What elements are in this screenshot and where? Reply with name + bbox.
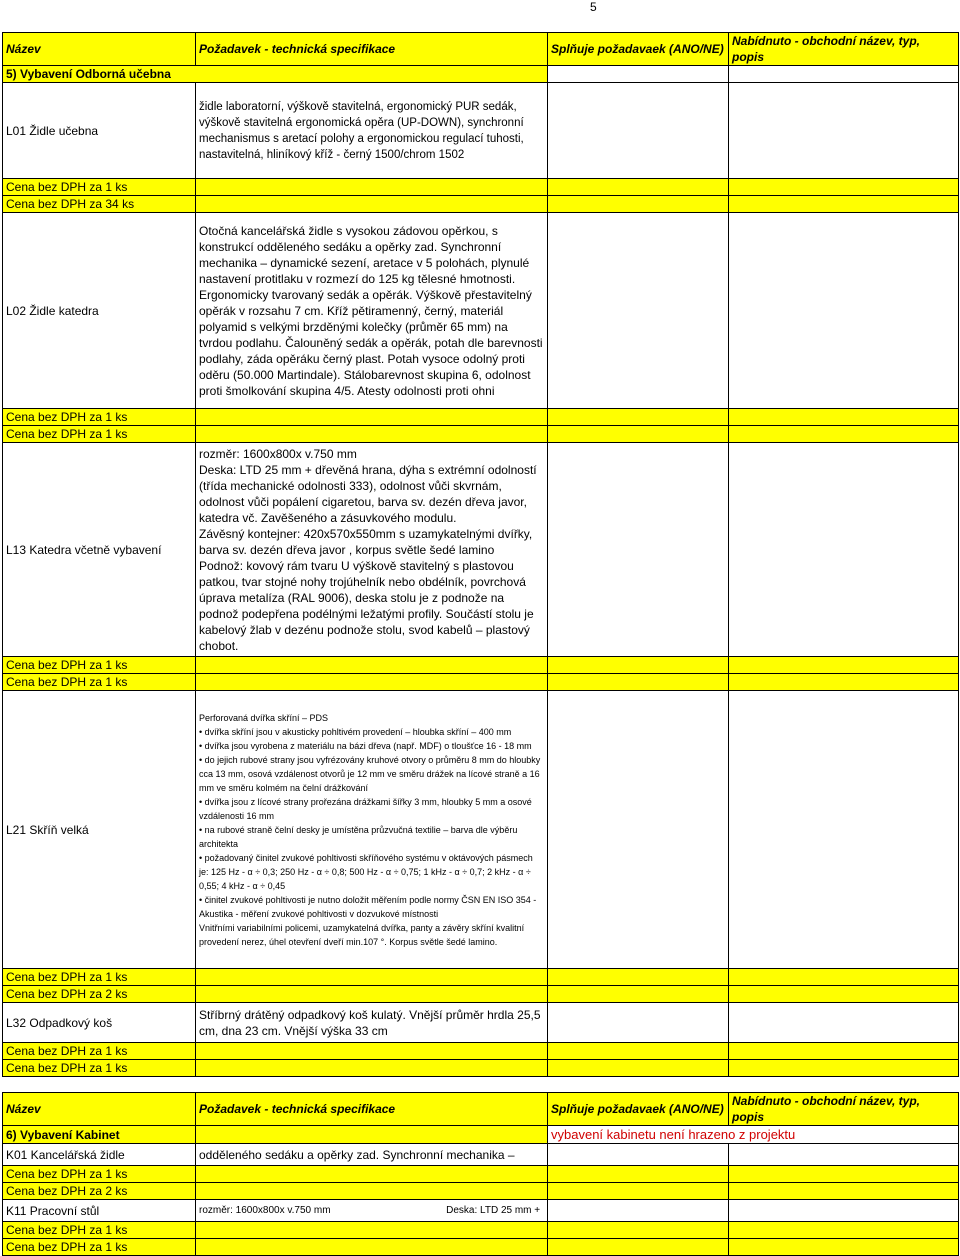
specification-table bbox=[2, 32, 959, 1256]
desc-part: rozměr: 1600x800x v.750 mm bbox=[199, 1204, 331, 1216]
offered-cell[interactable] bbox=[729, 1003, 959, 1043]
compliance-cell[interactable] bbox=[548, 83, 729, 179]
price-label: Cena bez DPH za 1 ks bbox=[3, 969, 196, 986]
item-description: Perforovaná dvířka skříní – PDS • dvířka skříní jsou v akusticky pohltivém provedení – hloubka skříní – 400 mm • dvířka jsou vyrobena z materiálu na bázi dřeva (např. MDF) o tloušťce 16 - 18 mm • do jejich rubové strany jsou vyfrézovány kruhové otvory o průměru 8 mm do hloubky cca 13 mm, osová vzdálenost otvorů je 12 mm ve směru drážek na lícové straně a 16 mm ve směru kolmém na čelní drážkování • dvířka jsou z lícové strany prořezána drážkami šířky 3 mm, hloubky 5 mm a osové vzdálenosti 16 mm • na rubové straně čelní desky je umístěna průzvučná textilie – barva dle výběru architekta • požadovaný činitel zvukové pohltivosti skříňového systému v oktávových pásmech je: 125 Hz - α ÷ 0,3; 250 Hz - α ÷ 0,8; 500 Hz - α ÷ 0,75; 1 kHz - α ÷ 0,7; 2 kHz - α ÷ 0,55; 4 kHz - α ÷ 0,45 • činitel zvukové pohltivosti je nutno doložit měřením podle normy ČSN EN ISO 354 - Akustika - měření zvukové pohltivosti v dozvukové místnosti Vnitřními variabilními policemi, uzamykatelná dvířka, panty a závěry skříní kvalitní provedení nerez, úhel otevření dveří min.107 °. Korpus světle šedé lamino. bbox=[196, 691, 548, 969]
section-title-row bbox=[3, 1126, 959, 1144]
item-description: Otočná kancelářská židle s vysokou zádovou opěrkou, s konstrukcí odděleného sedáku a opěrky zad. Synchronní mechanika – dynamické sezení, aretace v 5 polohách, plynulé nastavení protitlaku v rozmezí do 125 kg tělesné hmotnosti. Ergonomicky tvarovaný sedák a opěrák. Výškově přestavitelný opěrák v rozsahu 7 cm. Kříž pětiramenný, černý, materiál polyamid s velkými brzděnými kolečky (průměr 65 mm) na tvrdou podlahu. Čalouněný sedák a opěrák, potah dle barevnosti podlahy, záda opěráku černý plast. Potah vysoce odolný proti oděru (50.000 Martindale). Stálobarevnost skupina 6, odolnost proti šmolkování skupina 4/5. Atesty odolnosti proti ohni bbox=[196, 213, 548, 409]
item-description: Stříbrný drátěný odpadkový koš kulatý. Vnější průměr hrdla 25,5 cm, dna 23 cm. Vnější výška 33 cm bbox=[196, 1003, 548, 1043]
price-value-cell[interactable] bbox=[196, 179, 548, 196]
price-row bbox=[3, 1060, 959, 1077]
price-value-cell[interactable] bbox=[196, 674, 548, 691]
price-row bbox=[3, 969, 959, 986]
price-label: Cena bez DPH za 1 ks bbox=[3, 674, 196, 691]
price-label: Cena bez DPH za 1 ks bbox=[3, 179, 196, 196]
item-description: židle laboratorní, výškově stavitelná, ergonomický PUR sedák, výškově stavitelná ergonomická opěra (UP-DOWN), synchronní mechanismus s aretací polohy a ergonomickou regulací tuhosti, nastavitelná, hliníkový kříž - černý 1500/chrom 1502 bbox=[196, 83, 548, 179]
offered-cell[interactable] bbox=[729, 83, 959, 179]
price-label: Cena bez DPH za 1 ks bbox=[3, 1166, 196, 1183]
item-name: K11 Pracovní stůl bbox=[3, 1200, 196, 1222]
price-row bbox=[3, 196, 959, 213]
compliance-cell[interactable] bbox=[548, 443, 729, 657]
table-header-row bbox=[3, 1093, 959, 1126]
price-row bbox=[3, 657, 959, 674]
offered-cell[interactable] bbox=[729, 691, 959, 969]
price-label: Cena bez DPH za 1 ks bbox=[3, 657, 196, 674]
item-name: K01 Kancelářská židle bbox=[3, 1144, 196, 1166]
price-value-cell[interactable] bbox=[196, 426, 548, 443]
price-value-cell[interactable] bbox=[196, 1060, 548, 1077]
item-name: L21 Skříň velká bbox=[3, 691, 196, 969]
price-row bbox=[3, 674, 959, 691]
header-requirement: Požadavek - technická specifikace bbox=[196, 1093, 548, 1126]
price-value-cell[interactable] bbox=[196, 1043, 548, 1060]
price-value-cell[interactable] bbox=[196, 1166, 548, 1183]
price-label: Cena bez DPH za 1 ks bbox=[3, 1239, 196, 1256]
price-label: Cena bez DPH za 2 ks bbox=[3, 986, 196, 1003]
page-number: 5 bbox=[590, 0, 597, 14]
compliance-cell[interactable] bbox=[548, 1144, 729, 1166]
table-row bbox=[3, 1144, 959, 1166]
price-row bbox=[3, 426, 959, 443]
desc-part: Deska: LTD 25 mm + bbox=[446, 1204, 541, 1216]
price-label: Cena bez DPH za 1 ks bbox=[3, 426, 196, 443]
offered-cell[interactable] bbox=[729, 443, 959, 657]
compliance-cell[interactable] bbox=[548, 691, 729, 969]
offered-cell[interactable] bbox=[729, 1144, 959, 1166]
header-offered: Nabídnuto - obchodní název, typ, popis bbox=[729, 1093, 959, 1126]
price-row bbox=[3, 1183, 959, 1200]
item-name: L02 Židle katedra bbox=[3, 213, 196, 409]
item-name: L01 Židle učebna bbox=[3, 83, 196, 179]
price-value-cell[interactable] bbox=[196, 409, 548, 426]
table-row bbox=[3, 1003, 959, 1043]
item-name: L13 Katedra včetně vybavení bbox=[3, 443, 196, 657]
price-row bbox=[3, 409, 959, 426]
price-value-cell[interactable] bbox=[196, 196, 548, 213]
item-description: rozměr: 1600x800x v.750 mm Deska: LTD 25 mm + dřevěná hrana, dýha s extrémní odolností (třída mechanické odolnosti 333), odolnost vůči skvrnám, odolnost vůči popálení cigaretou, barva sv. dezén dřeva javor, katedra vč. Zavěšeného a zásuvkového modulu. Závěsný kontejner: 420x570x550mm s uzamykatelnými dvířky, barva sv. dezén dřeva javor , korpus světle šedé lamino Podnož: kovový rám tvaru U výškově stavitelný s plastovou patkou, tvar stojné nohy trojúhelník nebo obdélník, povrchová úprava metalíza (RAL 9006), deska stolu je z podnože na podnož podepřena podélnými ležatými profily. Součástí stolu je kabelový žlab v dezénu podnože stolu, svod kabelů – plastový chobot. bbox=[196, 443, 548, 657]
price-row bbox=[3, 986, 959, 1003]
table-header-row bbox=[3, 33, 959, 66]
header-compliance: Splňuje požadavaek (ANO/NE) bbox=[548, 1093, 729, 1126]
table-row bbox=[3, 443, 959, 657]
section5-title: 5) Vybavení Odborná učebna bbox=[3, 66, 548, 83]
price-label: Cena bez DPH za 34 ks bbox=[3, 196, 196, 213]
price-label: Cena bez DPH za 1 ks bbox=[3, 1060, 196, 1077]
section6-note: vybavení kabinetu není hrazeno z projektu bbox=[548, 1126, 959, 1144]
offered-cell[interactable] bbox=[729, 213, 959, 409]
price-row bbox=[3, 1043, 959, 1060]
price-value-cell[interactable] bbox=[196, 986, 548, 1003]
table-row bbox=[3, 691, 959, 969]
header-requirement: Požadavek - technická specifikace bbox=[196, 33, 548, 66]
compliance-cell[interactable] bbox=[548, 1003, 729, 1043]
item-name: L32 Odpadkový koš bbox=[3, 1003, 196, 1043]
compliance-cell[interactable] bbox=[548, 213, 729, 409]
price-label: Cena bez DPH za 1 ks bbox=[3, 1043, 196, 1060]
header-offered: Nabídnuto - obchodní název, typ, popis bbox=[729, 33, 959, 66]
table-row bbox=[3, 213, 959, 409]
price-row bbox=[3, 1222, 959, 1239]
price-value-cell[interactable] bbox=[196, 1183, 548, 1200]
table-row bbox=[3, 83, 959, 179]
price-value-cell[interactable] bbox=[196, 969, 548, 986]
section6-title: 6) Vybavení Kabinet bbox=[3, 1126, 196, 1144]
section-title-row bbox=[3, 66, 959, 83]
price-label: Cena bez DPH za 2 ks bbox=[3, 1183, 196, 1200]
header-compliance: Splňuje požadavaek (ANO/NE) bbox=[548, 33, 729, 66]
header-name: Název bbox=[3, 33, 196, 66]
price-label: Cena bez DPH za 1 ks bbox=[3, 409, 196, 426]
price-row bbox=[3, 1239, 959, 1256]
price-row bbox=[3, 1166, 959, 1183]
price-value-cell[interactable] bbox=[196, 657, 548, 674]
price-value-cell[interactable] bbox=[196, 1222, 548, 1239]
price-label: Cena bez DPH za 1 ks bbox=[3, 1222, 196, 1239]
price-value-cell[interactable] bbox=[196, 1239, 548, 1256]
header-name: Název bbox=[3, 1093, 196, 1126]
price-row bbox=[3, 179, 959, 196]
item-description: odděleného sedáku a opěrky zad. Synchronní mechanika – bbox=[196, 1144, 548, 1166]
